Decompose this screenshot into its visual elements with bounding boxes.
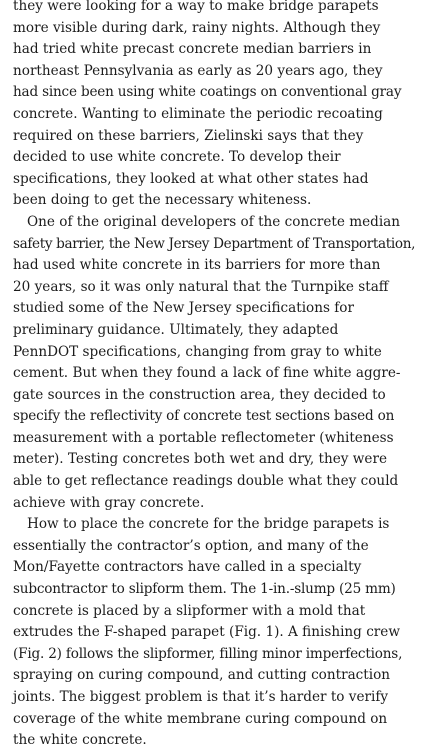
text-line: How to place the concrete for the bridge parapets is (27, 516, 390, 533)
text-line: achieve with gray concrete. (13, 494, 205, 511)
text-line: spraying on curing compound, and cutting contraction (13, 667, 391, 684)
text-line: cement. But when they found a lack of fine white aggre- (13, 365, 401, 382)
text-line: concrete. Wanting to eliminate the periodic recoating (13, 105, 383, 122)
text-line: the white concrete. (13, 732, 147, 749)
text-line: coverage of the white membrane curing compound on (13, 710, 388, 727)
text-line: specifications, they looked at what other states had (13, 170, 369, 187)
text-line: safety barrier, the New Jersey Department of Transportation, (13, 235, 416, 252)
text-line: Mon/Fayette contractors have called in a specialty (13, 559, 362, 576)
text-line: decided to use white concrete. To develop their (13, 149, 341, 166)
text-line: had tried white precast concrete median barriers in (13, 41, 372, 58)
text-line: studied some of the New Jersey specifications for (13, 300, 354, 317)
text-line: One of the original developers of the concrete median (27, 213, 401, 230)
article-column (13, 0, 427, 752)
paragraph-2 (13, 212, 427, 514)
text-line: specify the reflectivity of concrete test sections based on (13, 408, 395, 425)
text-line: preliminary guidance. Ultimately, they adapted (13, 321, 339, 338)
text-line: PennDOT specifications, changing from gray to white (13, 343, 382, 360)
text-line: (Fig. 2) follows the slipformer, filling minor imperfections, (13, 645, 403, 662)
paragraph-3 (13, 514, 427, 752)
text-line: measurement with a portable reflectometer (whiteness (13, 429, 394, 446)
text-line: had since been using white coatings on conventional gray (13, 84, 402, 101)
text-line: concrete is placed by a slipformer with a mold that (13, 602, 366, 619)
text-line: had used white concrete in its barriers for more than (13, 257, 381, 274)
text-line: 20 years, so it was only natural that the Turnpike staff (13, 278, 389, 295)
text-line: essentially the contractor’s option, and many of the (13, 537, 369, 554)
text-line: required on these barriers, Zielinski says that they (13, 127, 364, 144)
text-line: northeast Pennsylvania as early as 20 years ago, they (13, 62, 383, 79)
text-line: meter). Testing concretes both wet and dry, they were (13, 451, 387, 468)
text-line: more visible during dark, rainy nights. Although they (13, 19, 381, 36)
paragraph-1 (13, 0, 427, 212)
text-line: extrudes the F-shaped parapet (Fig. 1). A finishing crew (13, 624, 400, 641)
text-line: been doing to get the necessary whiteness. (13, 192, 312, 209)
text-line: able to get reflectance readings double what they could (13, 473, 399, 490)
text-line: subcontractor to slipform them. The 1-in.-slump (25 mm) (13, 581, 396, 598)
text-line: gate sources in the construction area, they decided to (13, 386, 386, 403)
text-line: they were looking for a way to make bridge parapets (13, 0, 379, 14)
text-line: joints. The biggest problem is that it’s harder to verify (13, 689, 389, 705)
